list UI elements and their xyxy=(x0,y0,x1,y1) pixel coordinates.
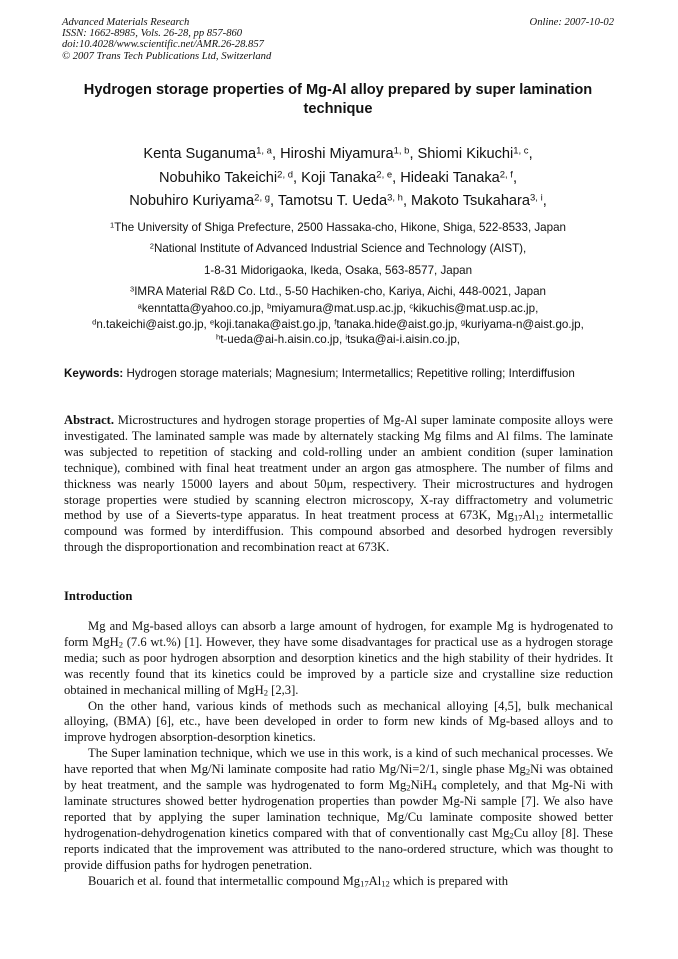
affiliation-text: National Institute of Advanced Industrial Science and Technology (AIST), xyxy=(153,242,527,256)
abstract-text-run: Al xyxy=(522,508,536,523)
introduction-paragraph xyxy=(64,874,613,890)
author-superscript: 2, g xyxy=(254,192,270,204)
introduction-paragraph xyxy=(64,746,613,873)
email-address[interactable]: tsuka@ai-i.aisin.co.jp, xyxy=(347,333,461,347)
subscript: 4 xyxy=(432,782,437,793)
author-superscript: 2, f xyxy=(499,169,513,181)
paragraph-text-run: (7.6 wt.%) [1]. However, they have some disadvantages for practical use as a hydrogen storage media; such as poor hydrogen absorption and desorption kinetics and the high stability of their hydrides. It was recently found that its kinetics could be improved by a particle size and crystalline size reduction obtained in mechanical milling of MgH xyxy=(64,634,613,697)
paragraph-text-run: Cu alloy [8]. These reports indicated that the improvement was attributed to the nano-ordered structure, which was thought to provide diffusion paths for hydrogen penetration. xyxy=(64,825,614,872)
email-address[interactable]: kikuchis@mat.usp.ac.jp, xyxy=(413,302,539,315)
email-superscript: b xyxy=(267,301,272,311)
affiliation-text: 1-8-31 Midorigaoka, Ikeda, Osaka, 563-8577, Japan xyxy=(203,263,473,277)
subscript: 12 xyxy=(535,513,544,524)
affiliation xyxy=(30,217,646,238)
author-superscript: 1, b xyxy=(393,145,410,157)
author-separator: , xyxy=(409,146,418,162)
issn-line: ISSN: 1662-8985, Vols. 26-28, pp 857-860 xyxy=(62,28,243,40)
affiliation xyxy=(30,238,646,259)
subscript: 2 xyxy=(509,830,514,841)
introduction-paragraph xyxy=(64,699,613,747)
author-separator: , xyxy=(542,193,547,209)
author-superscript: 2, e xyxy=(376,169,393,181)
author-separator: , xyxy=(293,169,302,186)
paragraph-text-run: Mg and Mg-based alloys can absorb a large amount of hydrogen, for example Mg is hydrogenated to form MgH xyxy=(64,619,613,649)
paragraph-text-run: The Super lamination technique, which we use in this work, is a kind of such mechanical processes. We have reported that when Mg/Ni laminate composite had ratio Mg/Ni=2/1, single phase Mg xyxy=(64,746,613,777)
email-address[interactable]: tanaka.hide@aist.go.jp, xyxy=(336,317,461,331)
introduction-paragraph xyxy=(64,619,613,699)
email-superscript: i xyxy=(345,333,348,343)
keywords-section xyxy=(64,366,613,382)
introduction-body xyxy=(64,619,613,889)
email-superscript: f xyxy=(334,317,337,327)
author-name: Kenta Suganuma xyxy=(143,146,257,162)
email-superscript: e xyxy=(209,317,215,327)
paragraph-text-run: Ni was obtained by heat treatment, and the sample was hydrogenated to form Mg xyxy=(64,762,613,793)
author-name: Makoto Tsukahara xyxy=(411,193,531,209)
introduction-heading: Introduction xyxy=(64,589,133,603)
abstract-label: Abstract. xyxy=(64,413,115,427)
author-separator: , xyxy=(271,146,281,162)
email-line xyxy=(30,317,646,333)
author-separator: , xyxy=(270,193,278,209)
subscript: 12 xyxy=(381,878,390,889)
email-address[interactable]: kenntatta@yahoo.co.jp, xyxy=(141,302,268,315)
author-superscript: 3, h xyxy=(387,192,403,204)
paragraph-text-run: which is prepared with xyxy=(389,873,509,888)
affiliation-text: IMRA Material R&D Co. Ltd., 5-50 Hachiken-cho, Kariya, Aichi, 448-0021, Japan xyxy=(134,284,546,298)
keywords-label: Keywords: xyxy=(64,367,124,380)
email-line xyxy=(30,332,646,348)
email-address[interactable]: t-ueda@ai-h.aisin.co.jp, xyxy=(220,333,346,347)
online-date: Online: 2007-10-02 xyxy=(529,17,614,28)
email-address[interactable]: koji.tanaka@aist.go.jp, xyxy=(214,317,335,331)
paragraph-text-run: On the other hand, various kinds of methods such as mechanical alloying [4,5], bulk mechanical alloying, (BMA) [6], etc., have been developed in order to form new kinds of Mg-based alloys and to improve hydrogen absorption-desorption kinetics. xyxy=(64,698,613,745)
abstract-text-run: intermetallic compound was formed by interdiffusion. This compound absorbed and desorbed hydrogen reversibly through the disproportionation and recombination react at 673K. xyxy=(64,508,613,555)
abstract-text xyxy=(64,413,613,554)
affiliation-superscript: 1 xyxy=(110,220,115,230)
paragraph-text-run: Al xyxy=(368,873,382,888)
journal-header xyxy=(62,17,614,62)
affiliation xyxy=(30,281,646,302)
author-name: Tamotsu T. Ueda xyxy=(277,193,388,209)
author-list xyxy=(30,143,646,214)
author-name: Nobuhiko Takeichi xyxy=(158,169,278,186)
paper-title: Hydrogen storage properties of Mg-Al alloy prepared by super lamination technique xyxy=(83,82,593,117)
affiliation-superscript: 2 xyxy=(149,241,154,251)
email-line xyxy=(30,301,646,317)
author-superscript: 3, i xyxy=(530,192,543,204)
author-separator: , xyxy=(512,169,518,186)
affiliation-superscript: 3 xyxy=(130,284,135,294)
subscript: 2 xyxy=(118,639,124,650)
email-superscript: h xyxy=(215,333,221,343)
abstract-section xyxy=(64,413,613,556)
email-superscript: d xyxy=(92,317,97,327)
doi-line[interactable]: doi:10.4028/www.scientific.net/AMR.26-28.857 xyxy=(62,39,264,51)
paragraph-text-run: [2,3]. xyxy=(268,682,299,697)
abstract-text-run: Microstructures and hydrogen storage properties of Mg-Al super laminate composite alloys were investigated. The laminated sample was made by alternately stacking Mg films and Al films. The laminate was subjected to repetition of stacking and cold-rolling under an ambient condition (super lamination technique), combined with final heat treatment under an argon gas atmosphere. The number of films and thickness was nearly 15000 layers and about 50μm, respectivery. Their microstructures and hydrogen storage properties were studied by scanning electron microscopy, X-ray diffractometry and volumetric method by use of a Sieverts-type apparatus. In heat treatment process at 673K, Mg xyxy=(64,413,613,523)
paragraph-text-run: completely, and that Mg-Ni with laminate structures showed better hydrogenation properties than powder Mg-Ni sample [7]. We also have reported that by applying the super lamination technique, Mg/Cu laminate composite showed better hydrogenation-dehydrogenation kinetics compared with that of conventionally cast Mg xyxy=(64,778,613,840)
author-name: Nobuhiro Kuriyama xyxy=(129,193,255,209)
author-separator: , xyxy=(528,146,533,162)
email-address[interactable]: miyamura@mat.usp.ac.jp, xyxy=(271,302,410,315)
author-name: Koji Tanaka xyxy=(301,169,377,186)
email-superscript: c xyxy=(409,301,414,311)
affiliation-list xyxy=(30,217,646,302)
subscript: 2 xyxy=(406,782,411,793)
author-line xyxy=(30,190,646,214)
email-superscript: g xyxy=(460,317,466,327)
affiliation xyxy=(30,260,646,281)
paragraph-text-run: Bouarich et al. found that intermetallic compound Mg xyxy=(88,873,361,888)
author-line xyxy=(30,143,646,167)
affiliation-text: The University of Shiga Prefecture, 2500 Hassaka-cho, Hikone, Shiga, 522-8533, Japan xyxy=(114,221,566,234)
author-name: Shiomi Kikuchi xyxy=(417,146,514,162)
copyright-line: © 2007 Trans Tech Publications Ltd, Switzerland xyxy=(62,50,272,62)
email-superscript: a xyxy=(137,301,142,311)
paragraph-text-run: NiH xyxy=(410,778,433,793)
author-separator: , xyxy=(392,169,401,186)
keywords-text: Hydrogen storage materials; Magnesium; Intermetallics; Repetitive rolling; Interdiffusion xyxy=(126,367,575,380)
author-superscript: 2, d xyxy=(277,169,293,181)
author-name: Hiroshi Miyamura xyxy=(280,146,394,162)
author-name: Hideaki Tanaka xyxy=(400,169,500,186)
author-superscript: 1, c xyxy=(513,145,529,157)
journal-name: Advanced Materials Research xyxy=(62,17,190,28)
subscript: 2 xyxy=(263,687,268,698)
author-separator: , xyxy=(402,193,412,209)
email-list xyxy=(30,301,646,348)
author-superscript: 1, a xyxy=(256,145,272,157)
subscript: 2 xyxy=(525,766,531,777)
subscript: 17 xyxy=(513,513,523,524)
email-address[interactable]: kuriyama-n@aist.go.jp, xyxy=(465,317,584,331)
subscript: 17 xyxy=(360,878,369,889)
email-address[interactable]: n.takeichi@aist.go.jp, xyxy=(96,317,210,331)
author-line xyxy=(30,167,646,191)
